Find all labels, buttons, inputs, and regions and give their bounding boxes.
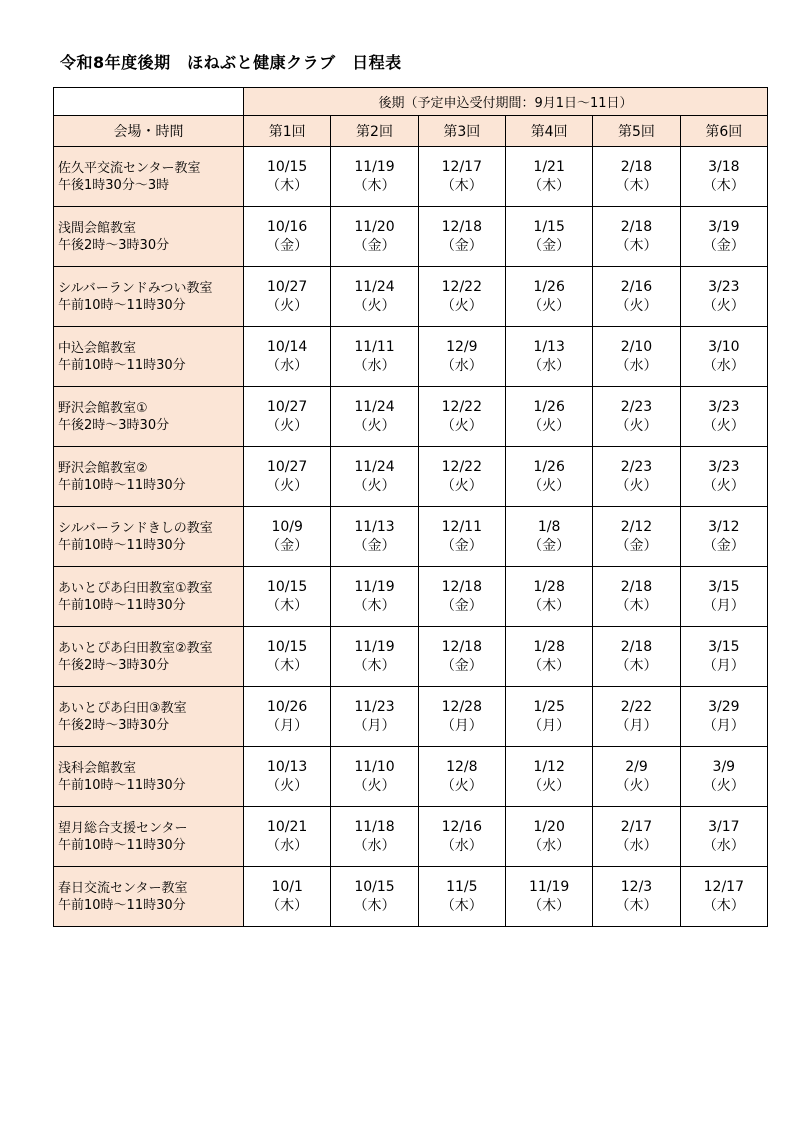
table-row	[54, 387, 768, 447]
session-weekday: （火）	[615, 777, 658, 794]
session-date: 1/21	[533, 158, 565, 175]
session-weekday: （水）	[353, 837, 396, 854]
venue-cell	[54, 147, 244, 207]
session-weekday: （木）	[615, 897, 658, 914]
venue-cell	[54, 747, 244, 807]
session-weekday: （月）	[528, 717, 571, 734]
session-weekday: （木）	[528, 177, 571, 194]
venue-name: 中込会館教室	[58, 340, 137, 356]
schedule-table	[53, 87, 768, 927]
session-weekday: （火）	[528, 417, 571, 434]
session-date: 10/27	[266, 278, 308, 295]
session-date-cell	[244, 387, 331, 447]
session-date: 12/18	[441, 218, 482, 235]
session-date: 12/16	[441, 818, 482, 835]
session-header-3: 第3回	[418, 116, 505, 147]
session-date-cell	[244, 207, 331, 267]
session-date: 1/26	[533, 458, 565, 475]
session-date-cell	[593, 567, 680, 627]
session-date-cell	[680, 327, 767, 387]
venue-cell	[54, 267, 244, 327]
venue-column-header: 会場・時間	[54, 116, 244, 147]
session-date-cell	[418, 507, 505, 567]
session-date: 11/24	[354, 398, 395, 415]
session-date-cell	[593, 687, 680, 747]
session-weekday: （火）	[528, 777, 571, 794]
venue-time: 午後2時～3時30分	[58, 237, 170, 253]
venue-time: 午前10時～11時30分	[58, 837, 186, 853]
session-date-cell	[505, 327, 592, 387]
session-date-cell	[680, 267, 767, 327]
session-date: 10/26	[266, 698, 308, 715]
session-weekday: （木）	[353, 657, 396, 674]
session-date-cell	[331, 327, 418, 387]
session-weekday: （木）	[615, 177, 658, 194]
session-weekday: （月）	[353, 717, 396, 734]
session-date: 3/15	[708, 578, 740, 595]
session-date: 12/18	[441, 638, 482, 655]
venue-time: 午前10時～11時30分	[58, 477, 186, 493]
session-weekday: （金）	[353, 537, 396, 554]
session-date-cell	[418, 267, 505, 327]
column-header-row	[54, 116, 768, 147]
session-weekday: （水）	[702, 357, 745, 374]
table-row	[54, 747, 768, 807]
session-date-cell	[244, 807, 331, 867]
session-weekday: （木）	[353, 597, 396, 614]
session-date-cell	[505, 867, 592, 927]
session-weekday: （金）	[702, 237, 745, 254]
session-date-cell	[593, 747, 680, 807]
venue-name: あいとぴあ臼田③教室	[58, 700, 187, 716]
venue-name: 野沢会館教室②	[58, 460, 148, 476]
session-date-cell	[244, 867, 331, 927]
session-weekday: （木）	[615, 237, 658, 254]
session-date-cell	[331, 627, 418, 687]
session-date: 1/15	[533, 218, 565, 235]
venue-cell	[54, 447, 244, 507]
session-date: 12/11	[441, 518, 482, 535]
session-date: 2/9	[625, 758, 648, 775]
session-header-5: 第5回	[593, 116, 680, 147]
venue-cell	[54, 867, 244, 927]
session-date-cell	[680, 567, 767, 627]
session-date-cell	[418, 207, 505, 267]
session-date-cell	[680, 447, 767, 507]
session-weekday: （火）	[528, 297, 571, 314]
session-date-cell	[680, 507, 767, 567]
term-header: 後期（予定申込受付期間：9月1日～11日）	[244, 88, 768, 116]
session-weekday: （火）	[353, 417, 396, 434]
session-weekday: （金）	[266, 237, 309, 254]
session-weekday: （火）	[702, 417, 745, 434]
session-date-cell	[505, 687, 592, 747]
session-weekday: （火）	[266, 477, 309, 494]
session-date: 2/23	[620, 398, 653, 415]
session-weekday: （金）	[615, 537, 658, 554]
session-date: 1/28	[533, 578, 565, 595]
venue-name: シルバーランドきしの教室	[58, 520, 213, 536]
session-header-2: 第2回	[331, 116, 418, 147]
session-date: 11/19	[354, 578, 395, 595]
session-weekday: （金）	[266, 537, 309, 554]
session-weekday: （木）	[615, 657, 658, 674]
session-date: 3/23	[708, 398, 740, 415]
session-weekday: （水）	[615, 837, 658, 854]
table-row	[54, 267, 768, 327]
session-date: 11/24	[354, 458, 395, 475]
session-date-cell	[593, 327, 680, 387]
venue-cell	[54, 327, 244, 387]
session-date-cell	[331, 387, 418, 447]
session-date: 3/23	[708, 278, 740, 295]
session-date: 10/14	[266, 338, 308, 355]
table-row	[54, 147, 768, 207]
session-date: 3/17	[708, 818, 740, 835]
session-date: 2/18	[620, 638, 653, 655]
session-date: 11/19	[354, 638, 395, 655]
session-date-cell	[593, 807, 680, 867]
session-date-cell	[331, 747, 418, 807]
session-date: 11/23	[354, 698, 395, 715]
session-date: 11/24	[354, 278, 395, 295]
session-weekday: （月）	[440, 717, 483, 734]
session-weekday: （火）	[353, 297, 396, 314]
session-date: 12/22	[441, 278, 482, 295]
session-date-cell	[331, 507, 418, 567]
session-date-cell	[418, 807, 505, 867]
table-row	[54, 507, 768, 567]
session-weekday: （木）	[528, 897, 571, 914]
session-weekday: （火）	[615, 477, 658, 494]
session-date-cell	[593, 447, 680, 507]
session-date: 11/18	[354, 818, 395, 835]
venue-name: 佐久平交流センター教室	[58, 160, 201, 176]
session-date: 11/20	[354, 218, 395, 235]
venue-cell	[54, 627, 244, 687]
session-date: 1/26	[533, 398, 565, 415]
session-date-cell	[244, 147, 331, 207]
session-date-cell	[244, 747, 331, 807]
session-date: 10/27	[266, 398, 308, 415]
session-date-cell	[680, 207, 767, 267]
session-date-cell	[244, 267, 331, 327]
session-date: 3/15	[708, 638, 740, 655]
venue-cell	[54, 387, 244, 447]
session-date: 10/27	[266, 458, 308, 475]
session-date-cell	[505, 267, 592, 327]
session-weekday: （火）	[702, 477, 745, 494]
session-date-cell	[680, 867, 767, 927]
venue-time: 午後2時～3時30分	[58, 657, 170, 673]
session-date: 12/3	[620, 878, 653, 895]
session-weekday: （月）	[702, 597, 745, 614]
session-weekday: （月）	[266, 717, 309, 734]
session-date: 12/9	[446, 338, 478, 355]
session-weekday: （火）	[266, 297, 309, 314]
table-row	[54, 867, 768, 927]
session-date-cell	[593, 267, 680, 327]
session-weekday: （水）	[266, 357, 309, 374]
session-weekday: （火）	[440, 477, 483, 494]
session-date: 3/12	[708, 518, 740, 535]
session-date-cell	[680, 747, 767, 807]
session-date: 10/15	[266, 158, 308, 175]
session-weekday: （火）	[353, 777, 396, 794]
session-date: 12/28	[441, 698, 482, 715]
session-date: 10/15	[354, 878, 395, 895]
session-date-cell	[418, 867, 505, 927]
session-date: 2/16	[620, 278, 653, 295]
session-date-cell	[680, 627, 767, 687]
session-weekday: （木）	[266, 177, 309, 194]
venue-name: 浅科会館教室	[58, 760, 137, 776]
table-row	[54, 207, 768, 267]
session-date-cell	[244, 327, 331, 387]
session-weekday: （火）	[266, 777, 309, 794]
session-date-cell	[593, 507, 680, 567]
venue-cell	[54, 687, 244, 747]
session-weekday: （火）	[615, 417, 658, 434]
venue-cell	[54, 507, 244, 567]
session-date-cell	[418, 387, 505, 447]
session-date-cell	[418, 447, 505, 507]
session-date: 1/28	[533, 638, 565, 655]
session-weekday: （水）	[615, 357, 658, 374]
session-date-cell	[680, 807, 767, 867]
session-weekday: （木）	[353, 177, 396, 194]
session-date: 1/13	[533, 338, 565, 355]
session-weekday: （木）	[702, 177, 745, 194]
session-weekday: （木）	[440, 897, 483, 914]
session-date: 2/17	[620, 818, 653, 835]
session-date-cell	[331, 687, 418, 747]
session-weekday: （火）	[440, 417, 483, 434]
session-weekday: （木）	[440, 177, 483, 194]
session-date: 10/16	[266, 218, 308, 235]
session-date: 11/11	[354, 338, 395, 355]
session-weekday: （金）	[440, 657, 483, 674]
session-weekday: （火）	[353, 477, 396, 494]
session-date: 10/13	[266, 758, 308, 775]
page-title: 令和8年度後期 ほねぶと健康クラブ 日程表	[60, 53, 402, 72]
session-weekday: （火）	[615, 297, 658, 314]
venue-name: 春日交流センター教室	[58, 880, 188, 896]
session-date-cell	[418, 627, 505, 687]
venue-cell	[54, 207, 244, 267]
session-date-cell	[593, 207, 680, 267]
venue-name: シルバーランドみつい教室	[58, 280, 213, 296]
venue-time: 午前10時～11時30分	[58, 597, 186, 613]
session-date: 10/1	[271, 878, 303, 895]
session-date: 3/23	[708, 458, 740, 475]
session-weekday: （火）	[440, 777, 483, 794]
venue-time: 午後1時30分～3時	[58, 177, 170, 193]
term-header-row	[54, 88, 768, 116]
session-weekday: （水）	[440, 357, 483, 374]
session-weekday: （木）	[528, 657, 571, 674]
session-date: 12/17	[703, 878, 744, 895]
session-date-cell	[244, 627, 331, 687]
session-date-cell	[505, 147, 592, 207]
blank-corner-cell	[54, 88, 244, 116]
venue-name: 望月総合支援センター	[58, 820, 188, 836]
session-date-cell	[505, 567, 592, 627]
session-weekday: （火）	[266, 417, 309, 434]
venue-name: あいとぴあ臼田教室②教室	[58, 640, 213, 656]
session-date-cell	[331, 207, 418, 267]
session-date-cell	[593, 387, 680, 447]
session-date-cell	[244, 447, 331, 507]
session-weekday: （金）	[440, 597, 483, 614]
session-date: 12/17	[441, 158, 482, 175]
session-weekday: （水）	[702, 837, 745, 854]
session-date: 2/12	[620, 518, 653, 535]
session-date-cell	[680, 147, 767, 207]
session-weekday: （火）	[528, 477, 571, 494]
session-date: 12/8	[446, 758, 478, 775]
session-date: 10/21	[266, 818, 308, 835]
session-date: 1/26	[533, 278, 565, 295]
session-date-cell	[505, 747, 592, 807]
session-date-cell	[331, 567, 418, 627]
session-date-cell	[593, 147, 680, 207]
session-weekday: （月）	[615, 717, 658, 734]
table-row	[54, 447, 768, 507]
session-date-cell	[418, 567, 505, 627]
session-header-6: 第6回	[680, 116, 767, 147]
session-date-cell	[418, 747, 505, 807]
session-weekday: （金）	[528, 237, 571, 254]
session-date: 3/18	[708, 158, 740, 175]
session-date-cell	[331, 267, 418, 327]
session-weekday: （木）	[266, 657, 309, 674]
venue-time: 午後2時～3時30分	[58, 417, 170, 433]
session-date-cell	[505, 507, 592, 567]
session-date: 12/22	[441, 458, 482, 475]
venue-cell	[54, 567, 244, 627]
session-date: 3/19	[708, 218, 740, 235]
session-date-cell	[680, 687, 767, 747]
session-date: 11/10	[354, 758, 395, 775]
venue-time: 午前10時～11時30分	[58, 357, 186, 373]
session-date: 1/12	[533, 758, 565, 775]
session-date: 2/23	[620, 458, 653, 475]
session-weekday: （木）	[615, 597, 658, 614]
session-date: 10/15	[266, 638, 308, 655]
venue-time: 午前10時～11時30分	[58, 537, 186, 553]
session-weekday: （金）	[702, 537, 745, 554]
session-date: 1/8	[537, 518, 561, 535]
session-date-cell	[505, 387, 592, 447]
session-date: 2/18	[620, 578, 653, 595]
session-date-cell	[244, 567, 331, 627]
session-weekday: （木）	[266, 597, 309, 614]
session-weekday: （水）	[528, 837, 571, 854]
session-date: 11/19	[354, 158, 395, 175]
session-date-cell	[505, 627, 592, 687]
session-header-4: 第4回	[505, 116, 592, 147]
session-date: 2/22	[620, 698, 653, 715]
session-weekday: （月）	[702, 657, 745, 674]
session-date-cell	[418, 147, 505, 207]
venue-name: 浅間会館教室	[58, 220, 137, 236]
session-date: 10/15	[266, 578, 308, 595]
session-header-1: 第1回	[244, 116, 331, 147]
session-weekday: （金）	[440, 537, 483, 554]
session-date: 11/5	[446, 878, 478, 895]
session-date-cell	[593, 867, 680, 927]
venue-name: あいとぴあ臼田教室①教室	[58, 580, 213, 596]
session-weekday: （木）	[528, 597, 571, 614]
session-date-cell	[331, 447, 418, 507]
venue-cell	[54, 807, 244, 867]
session-date: 1/20	[533, 818, 565, 835]
session-date-cell	[331, 867, 418, 927]
session-date: 3/29	[708, 698, 740, 715]
session-date: 3/10	[708, 338, 740, 355]
session-date: 3/9	[712, 758, 736, 775]
session-date: 11/13	[354, 518, 395, 535]
session-weekday: （木）	[353, 897, 396, 914]
session-weekday: （月）	[702, 717, 745, 734]
session-weekday: （火）	[440, 297, 483, 314]
session-date: 2/18	[620, 158, 653, 175]
session-date-cell	[505, 447, 592, 507]
session-weekday: （木）	[266, 897, 309, 914]
session-weekday: （水）	[353, 357, 396, 374]
table-row	[54, 627, 768, 687]
session-date-cell	[418, 687, 505, 747]
session-weekday: （水）	[528, 357, 571, 374]
session-weekday: （火）	[702, 297, 745, 314]
venue-name: 野沢会館教室①	[58, 400, 148, 416]
session-weekday: （水）	[440, 837, 483, 854]
session-date: 11/19	[528, 878, 570, 895]
session-date: 12/22	[441, 398, 482, 415]
table-row	[54, 567, 768, 627]
table-row	[54, 807, 768, 867]
session-weekday: （火）	[702, 777, 745, 794]
session-date-cell	[244, 507, 331, 567]
session-date-cell	[331, 807, 418, 867]
session-date: 1/25	[533, 698, 565, 715]
venue-time: 午前10時～11時30分	[58, 777, 186, 793]
session-weekday: （金）	[353, 237, 396, 254]
session-date-cell	[505, 807, 592, 867]
session-date-cell	[418, 327, 505, 387]
table-row	[54, 327, 768, 387]
session-date-cell	[593, 627, 680, 687]
session-weekday: （金）	[528, 537, 571, 554]
session-date-cell	[680, 387, 767, 447]
session-date-cell	[244, 687, 331, 747]
session-date: 10/9	[271, 518, 303, 535]
session-date-cell	[505, 207, 592, 267]
session-weekday: （水）	[266, 837, 309, 854]
venue-time: 午後2時～3時30分	[58, 717, 170, 733]
session-weekday: （木）	[702, 897, 745, 914]
session-date: 2/10	[620, 338, 653, 355]
venue-time: 午前10時～11時30分	[58, 297, 186, 313]
session-date: 2/18	[620, 218, 653, 235]
session-date-cell	[331, 147, 418, 207]
session-weekday: （金）	[440, 237, 483, 254]
venue-time: 午前10時～11時30分	[58, 897, 186, 913]
session-date: 12/18	[441, 578, 482, 595]
table-row	[54, 687, 768, 747]
